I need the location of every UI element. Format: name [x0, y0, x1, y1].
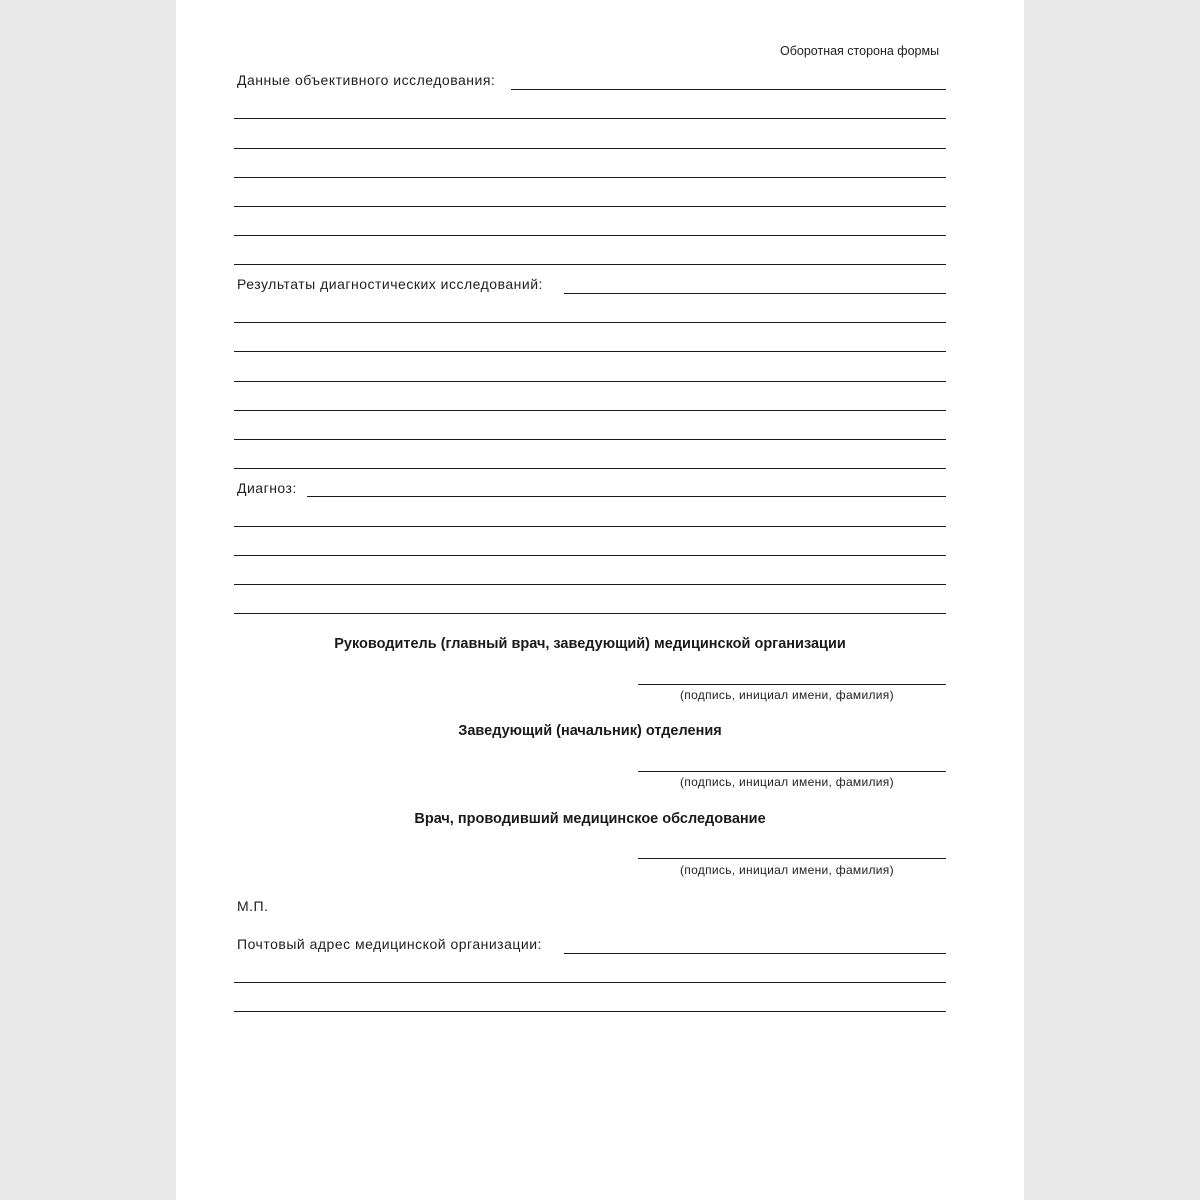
diagnostic-results-line[interactable]	[234, 381, 946, 382]
diagnosis-line[interactable]	[234, 526, 946, 527]
objective-exam-line[interactable]	[234, 148, 946, 149]
diagnosis-field-line[interactable]	[307, 496, 946, 497]
objective-exam-line[interactable]	[234, 177, 946, 178]
signature-caption: (подпись, инициал имени, фамилия)	[680, 688, 894, 702]
head-of-organization-signature-line[interactable]	[638, 684, 946, 685]
objective-exam-line[interactable]	[234, 118, 946, 119]
diagnosis-line[interactable]	[234, 584, 946, 585]
diagnostic-results-line[interactable]	[234, 322, 946, 323]
objective-exam-line[interactable]	[234, 264, 946, 265]
department-head-signature-line[interactable]	[638, 771, 946, 772]
diagnosis-label: Диагноз:	[237, 480, 297, 496]
objective-exam-line[interactable]	[234, 206, 946, 207]
diagnostic-results-field-line[interactable]	[564, 293, 946, 294]
examining-doctor-signature-line[interactable]	[638, 858, 946, 859]
diagnostic-results-line[interactable]	[234, 410, 946, 411]
signature-caption: (подпись, инициал имени, фамилия)	[680, 863, 894, 877]
examining-doctor-title: Врач, проводивший медицинское обследование	[414, 811, 766, 827]
diagnosis-line[interactable]	[234, 555, 946, 556]
postal-address-field-line[interactable]	[564, 953, 946, 954]
postal-address-line[interactable]	[234, 1011, 946, 1012]
head-of-organization-title: Руководитель (главный врач, заведующий) медицинской организации	[334, 636, 846, 652]
postal-address-line[interactable]	[234, 982, 946, 983]
department-head-title: Заведующий (начальник) отделения	[458, 723, 722, 739]
diagnostic-results-label: Результаты диагностических исследований:	[237, 276, 543, 292]
objective-exam-field-line[interactable]	[511, 89, 946, 90]
diagnosis-line[interactable]	[234, 613, 946, 614]
stamp-place-label: М.П.	[237, 898, 269, 914]
diagnostic-results-line[interactable]	[234, 439, 946, 440]
postal-address-label: Почтовый адрес медицинской организации:	[237, 936, 542, 952]
form-side-note: Оборотная сторона формы	[780, 44, 940, 58]
objective-exam-label: Данные объективного исследования:	[237, 72, 496, 88]
signature-caption: (подпись, инициал имени, фамилия)	[680, 775, 894, 789]
diagnostic-results-line[interactable]	[234, 351, 946, 352]
objective-exam-line[interactable]	[234, 235, 946, 236]
document-page	[176, 0, 1024, 1200]
diagnostic-results-line[interactable]	[234, 468, 946, 469]
